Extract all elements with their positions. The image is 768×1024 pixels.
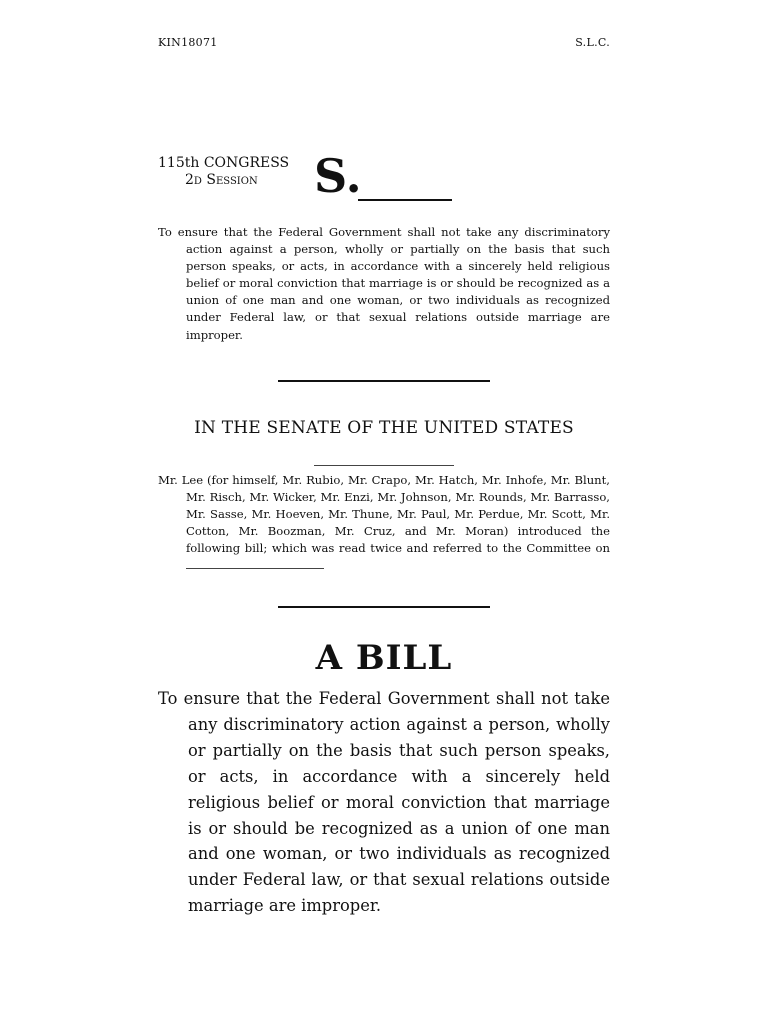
congress-ordinal: 115th CONGRESS <box>158 155 290 171</box>
chamber-heading: IN THE SENATE OF THE UNITED STATES <box>194 418 574 438</box>
bill-purpose: To ensure that the Federal Government shall not take any discriminatory action against a person, wholly or partially on the basis that such person speaks, or acts, in accordance with a sincerely held religious belief or moral conviction that marriage is or should be recognized as a union of one man and one woman, or two individuals as recognized under Federal law, or that sexual relations outside marriage are improper. <box>158 689 610 916</box>
bill-prefix: S. <box>314 149 362 203</box>
congress-session: 2d Session <box>185 172 258 188</box>
classification-mark: S.L.C. <box>575 36 610 49</box>
sponsors-paragraph <box>158 472 610 575</box>
thin-divider-rule <box>314 465 454 466</box>
bill-number-blank <box>358 199 452 201</box>
bill-title: A BILL <box>315 638 453 678</box>
sponsors-text: Mr. Lee (for himself, Mr. Rubio, Mr. Crapo, Mr. Hatch, Mr. Inhofe, Mr. Blunt, Mr. Risch, Mr. Wicker, Mr. Enzi, Mr. Johnson, Mr. Rounds, Mr. Barrasso, Mr. Sasse, Mr. Hoeven, Mr. Thune, Mr. Paul, Mr. Perdue, Mr. Scott, Mr. Cotton, Mr. Boozman, Mr. Cruz, and Mr. Moran) introduced the following bill; which was read twice and referred to the Committee on <box>158 473 610 556</box>
divider-rule <box>278 380 490 382</box>
divider-rule <box>278 606 490 608</box>
committee-blank <box>186 558 324 569</box>
congress-block <box>158 155 289 189</box>
bill-purpose-summary: To ensure that the Federal Government shall not take any discriminatory action against a person, wholly or partially on the basis that such person speaks, or acts, in accordance with a sincerely held religious belief or moral conviction that marriage is or should be recognized as a union of one man and one woman, or two individuals as recognized under Federal law, or that sexual relations outside marriage are improper. <box>158 225 610 342</box>
document-id: KIN18071 <box>158 36 218 49</box>
